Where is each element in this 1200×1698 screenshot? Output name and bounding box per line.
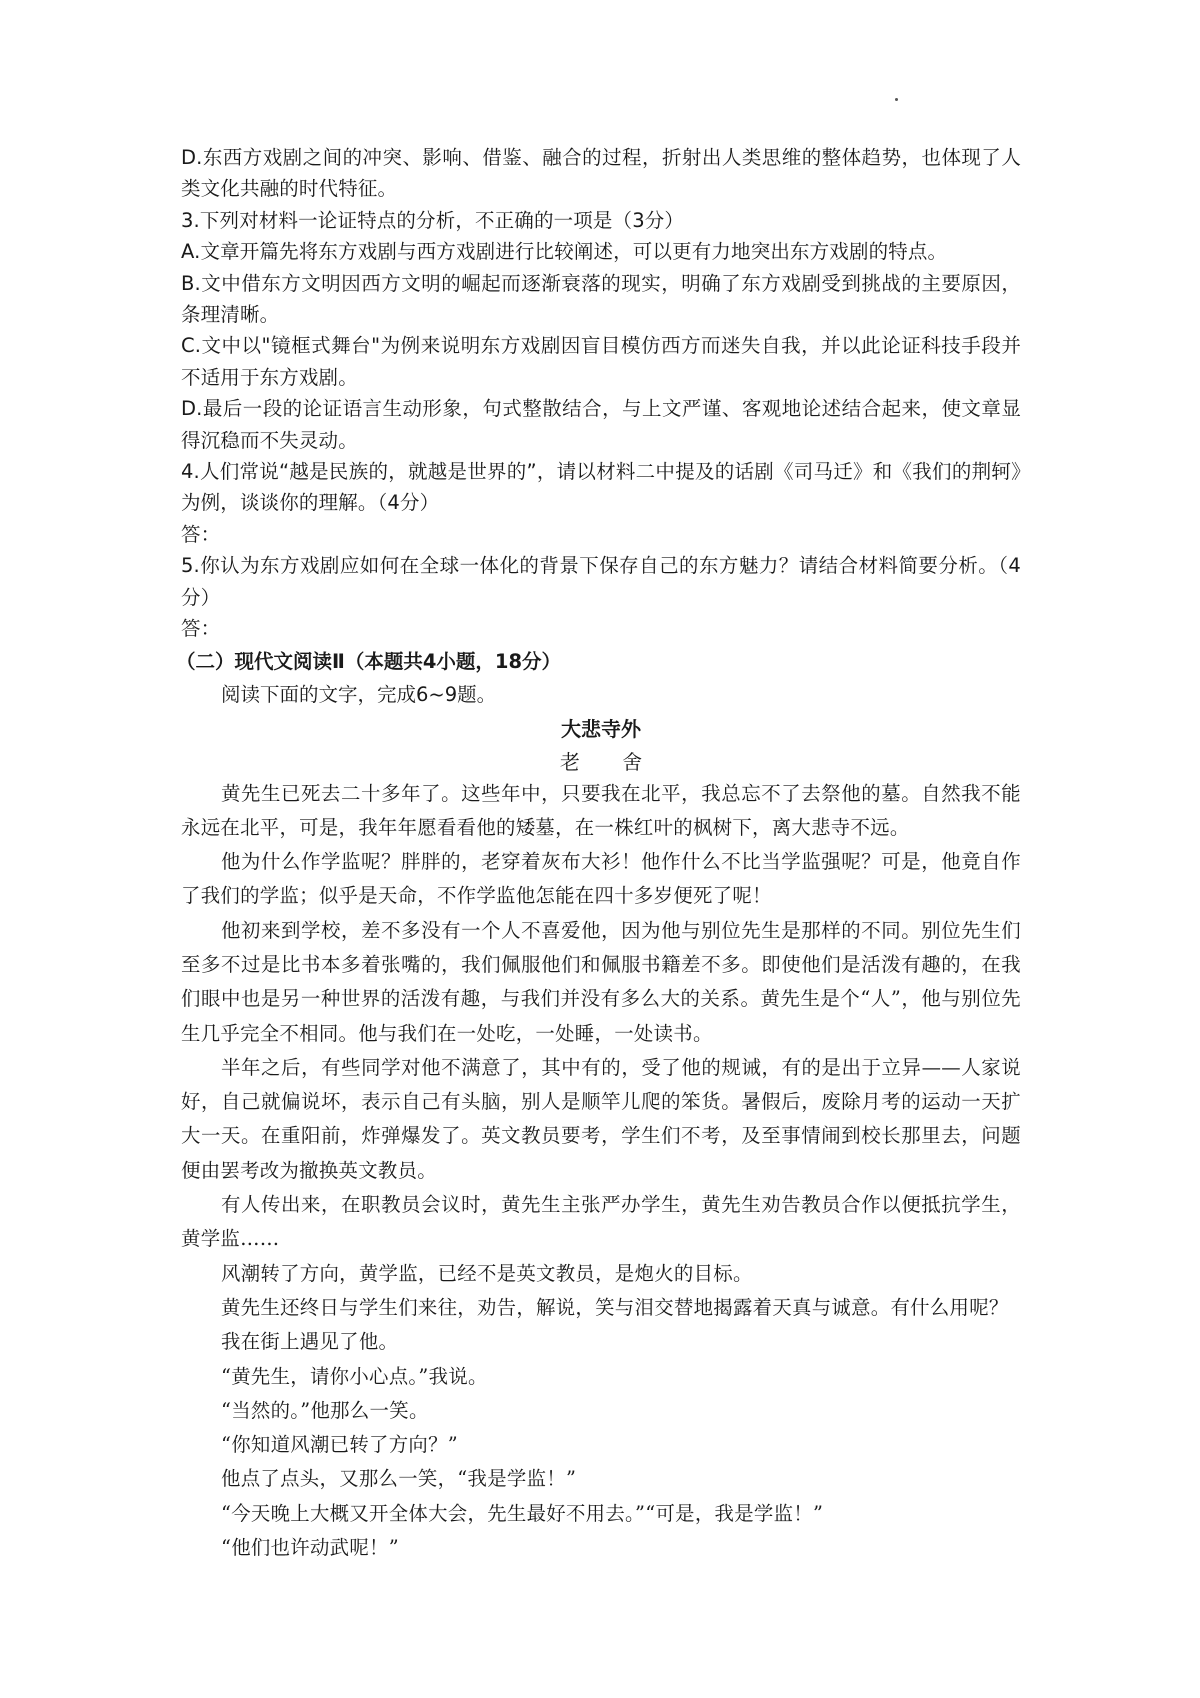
page-content [176, 142, 1021, 1565]
story-paragraph: 风潮转了方向，黄学监，已经不是英文教员，是炮火的目标。 [221, 1261, 753, 1285]
section-title: （二）现代文阅读Ⅱ（本题共4小题，18分） [176, 649, 562, 673]
answer-label: 答： [181, 522, 221, 546]
story-paragraph: “你知道风潮已转了方向？” [221, 1433, 459, 1457]
question-line: D.最后一段的论证语言生动形象，句式整散结合，与上文严谨、客观地论述结合起来，使文章显得沉稳而不失灵动。 [181, 397, 1021, 452]
story-paragraph: 半年之后，有些同学对他不满意了，其中有的，受了他的规诫，有的是出于立异——人家说好，自己就偏说坏，表示自己有头脑，别人是顺竿儿爬的笨货。暑假后，废除月考的运动一天扩大一天。在重阳前，炸弹爆发了。英文教员要考，学生们不考，及至事情闹到校长那里去，问题便由罢考改为撤换英文教员。 [181, 1055, 1021, 1182]
story-paragraph: 黄先生已死去二十多年了。这些年中，只要我在北平，我总忘不了去祭他的墓。自然我不能永远在北平，可是，我年年愿看看他的矮墓，在一株红叶的枫树下，离大悲寺不远。 [181, 781, 1021, 839]
question-line: B.文中借东方文明因西方文明的崛起而逐渐衰落的现实，明确了东方戏剧受到挑战的主要原因，条理清晰。 [181, 271, 1021, 327]
question-line: 5.你认为东方戏剧应如何在全球一体化的背景下保存自己的东方魅力？请结合材料简要分析。（4分） [181, 554, 1021, 609]
section-instruction: 阅读下面的文字，完成6~9题。 [221, 682, 497, 706]
story-paragraph: 黄先生还终日与学生们来往，劝告，解说，笑与泪交替地揭露着天真与诚意。有什么用呢？ [221, 1295, 1009, 1319]
answer-label: 答： [181, 617, 221, 641]
question-line: D.东西方戏剧之间的冲突、影响、借鉴、融合的过程，折射出人类思维的整体趋势，也体现了人类文化共融的时代特征。 [181, 146, 1021, 201]
story-paragraph: “他们也许动武呢！” [221, 1536, 399, 1560]
stray-dot-mark [895, 98, 898, 101]
story-paragraph: 有人传出来，在职教员会议时，黄先生主张严办学生，黄先生劝告教员合作以便抵抗学生，黄学监…… [181, 1193, 1021, 1251]
story-paragraph: 我在街上遇见了他。 [221, 1330, 399, 1354]
story-paragraph: “黄先生，请你小心点。”我说。 [221, 1364, 488, 1388]
story-paragraph: 他初来到学校，差不多没有一个人不喜爱他，因为他与别位先生是那样的不同。别位先生们至多不过是比书本多着张嘴的，我们佩服他们和佩服书籍差不多。即使他们是活泼有趣的，在我们眼中也是另一种世界的活泼有趣，与我们并没有多么大的关系。黄先生是个“人”，他与别位先生几乎完全不相同。他与我们在一处吃，一处睡，一处读书。 [181, 918, 1021, 1045]
story-paragraph: 他点了点头，又那么一笑，“我是学监！” [221, 1467, 577, 1491]
question-line: 3.下列对材料一论证特点的分析，不正确的一项是（3分） [181, 208, 685, 232]
question-line: 4.人们常说“越是民族的，就越是世界的”，请以材料二中提及的话剧《司马迁》和《我们的荆轲》为例，谈谈你的理解。（4分） [181, 460, 1021, 515]
story-title: 大悲寺外 [561, 716, 641, 741]
story-paragraph: “今天晚上大概又开全体大会，先生最好不用去。”“可是，我是学监！” [221, 1501, 824, 1525]
question-line: A.文章开篇先将东方戏剧与西方戏剧进行比较阐述，可以更有力地突出东方戏剧的特点。 [181, 240, 948, 264]
story-paragraph: “当然的。”他那么一笑。 [221, 1398, 429, 1422]
story-author: 老 舍 [559, 749, 661, 774]
question-line: C.文中以"镜框式舞台"为例来说明东方戏剧因盲目模仿西方而迷失自我，并以此论证科技手段并不适用于东方戏剧。 [181, 334, 1021, 389]
story-paragraph: 他为什么作学监呢？胖胖的，老穿着灰布大衫！他作什么不比当学监强呢？可是，他竟自作了我们的学监；似乎是天命，不作学监他怎能在四十多岁便死了呢！ [181, 850, 1021, 908]
